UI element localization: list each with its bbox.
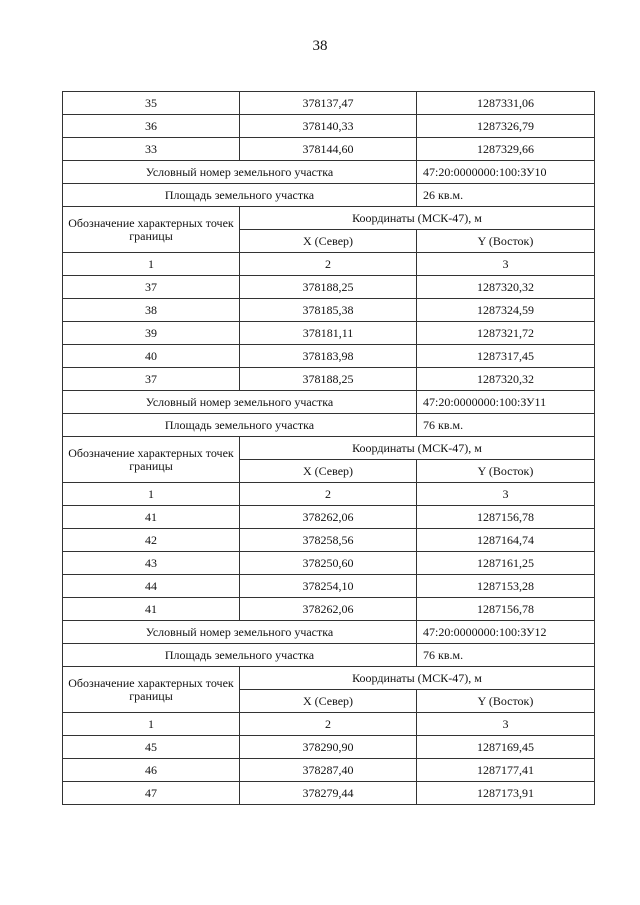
point-id-cell: 36: [63, 115, 240, 138]
y-coordinate-cell: 1287161,25: [417, 552, 595, 575]
point-row: [63, 736, 595, 759]
point-row: [63, 138, 595, 161]
y-coordinate-cell: 1287317,45: [417, 345, 595, 368]
parcel-number-row: [63, 621, 595, 644]
point-row: [63, 276, 595, 299]
x-coordinate-cell: 378290,90: [240, 736, 417, 759]
y-coordinate-cell: 1287320,32: [417, 276, 595, 299]
x-column-header: X (Север): [240, 460, 417, 483]
point-row: [63, 759, 595, 782]
column-index: 1: [63, 713, 240, 736]
parcel-number-value: 47:20:0000000:100:ЗУ11: [417, 391, 595, 414]
point-row: [63, 115, 595, 138]
x-coordinate-cell: 378258,56: [240, 529, 417, 552]
parcel-area-label: Площадь земельного участка: [63, 644, 417, 667]
x-coordinate-cell: 378181,11: [240, 322, 417, 345]
point-id-cell: 43: [63, 552, 240, 575]
y-coordinate-cell: 1287156,78: [417, 506, 595, 529]
y-coordinate-cell: 1287173,91: [417, 782, 595, 805]
column-index: 2: [240, 253, 417, 276]
parcel-number-value: 47:20:0000000:100:ЗУ10: [417, 161, 595, 184]
point-id-cell: 46: [63, 759, 240, 782]
y-coordinate-cell: 1287321,72: [417, 322, 595, 345]
x-coordinate-cell: 378144,60: [240, 138, 417, 161]
table-header-row: [63, 437, 595, 460]
y-coordinate-cell: 1287320,32: [417, 368, 595, 391]
column-index: 3: [417, 483, 595, 506]
column-index: 3: [417, 253, 595, 276]
x-coordinate-cell: 378183,98: [240, 345, 417, 368]
y-coordinate-cell: 1287324,59: [417, 299, 595, 322]
y-coordinate-cell: 1287331,06: [417, 92, 595, 115]
point-row: [63, 322, 595, 345]
coordinates-header: Координаты (МСК-47), м: [240, 437, 595, 460]
point-id-cell: 42: [63, 529, 240, 552]
x-coordinate-cell: 378279,44: [240, 782, 417, 805]
x-coordinate-cell: 378254,10: [240, 575, 417, 598]
point-row: [63, 368, 595, 391]
parcel-number-label: Условный номер земельного участка: [63, 391, 417, 414]
y-coordinate-cell: 1287326,79: [417, 115, 595, 138]
table-header-row: [63, 207, 595, 230]
y-coordinate-cell: 1287177,41: [417, 759, 595, 782]
y-column-header: Y (Восток): [417, 460, 595, 483]
point-id-cell: 38: [63, 299, 240, 322]
x-coordinate-cell: 378250,60: [240, 552, 417, 575]
x-coordinate-cell: 378185,38: [240, 299, 417, 322]
parcel-area-label: Площадь земельного участка: [63, 414, 417, 437]
parcel-area-value: 26 кв.м.: [417, 184, 595, 207]
y-coordinate-cell: 1287153,28: [417, 575, 595, 598]
column-index: 2: [240, 713, 417, 736]
parcel-area-value: 76 кв.м.: [417, 644, 595, 667]
point-id-cell: 41: [63, 506, 240, 529]
coordinates-header: Координаты (МСК-47), м: [240, 207, 595, 230]
x-coordinate-cell: 378188,25: [240, 368, 417, 391]
coordinates-header: Координаты (МСК-47), м: [240, 667, 595, 690]
y-column-header: Y (Восток): [417, 690, 595, 713]
x-coordinate-cell: 378188,25: [240, 276, 417, 299]
column-index-row: [63, 253, 595, 276]
point-row: [63, 782, 595, 805]
x-column-header: X (Север): [240, 230, 417, 253]
point-row: [63, 552, 595, 575]
x-coordinate-cell: 378140,33: [240, 115, 417, 138]
point-id-cell: 37: [63, 276, 240, 299]
x-coordinate-cell: 378262,06: [240, 506, 417, 529]
point-row: [63, 345, 595, 368]
point-row: [63, 506, 595, 529]
point-id-cell: 45: [63, 736, 240, 759]
coordinates-table: [62, 91, 595, 805]
point-id-cell: 37: [63, 368, 240, 391]
point-row: [63, 529, 595, 552]
column-index: 1: [63, 253, 240, 276]
point-id-cell: 39: [63, 322, 240, 345]
x-column-header: X (Север): [240, 690, 417, 713]
x-coordinate-cell: 378137,47: [240, 92, 417, 115]
parcel-area-row: [63, 414, 595, 437]
y-coordinate-cell: 1287329,66: [417, 138, 595, 161]
table-header-row: [63, 667, 595, 690]
point-column-header: Обозначение характерных точек границы: [63, 667, 240, 713]
column-index: 1: [63, 483, 240, 506]
page-number: 38: [312, 38, 328, 54]
point-id-cell: 33: [63, 138, 240, 161]
parcel-number-label: Условный номер земельного участка: [63, 161, 417, 184]
column-index-row: [63, 483, 595, 506]
column-index: 3: [417, 713, 595, 736]
parcel-number-row: [63, 161, 595, 184]
point-id-cell: 41: [63, 598, 240, 621]
y-column-header: Y (Восток): [417, 230, 595, 253]
point-id-cell: 40: [63, 345, 240, 368]
parcel-number-row: [63, 391, 595, 414]
x-coordinate-cell: 378262,06: [240, 598, 417, 621]
y-coordinate-cell: 1287164,74: [417, 529, 595, 552]
y-coordinate-cell: 1287156,78: [417, 598, 595, 621]
parcel-area-row: [63, 644, 595, 667]
column-index: 2: [240, 483, 417, 506]
column-index-row: [63, 713, 595, 736]
parcel-number-value: 47:20:0000000:100:ЗУ12: [417, 621, 595, 644]
point-column-header: Обозначение характерных точек границы: [63, 207, 240, 253]
point-row: [63, 299, 595, 322]
parcel-area-row: [63, 184, 595, 207]
point-id-cell: 47: [63, 782, 240, 805]
x-coordinate-cell: 378287,40: [240, 759, 417, 782]
point-id-cell: 35: [63, 92, 240, 115]
parcel-number-label: Условный номер земельного участка: [63, 621, 417, 644]
point-id-cell: 44: [63, 575, 240, 598]
point-row: [63, 575, 595, 598]
y-coordinate-cell: 1287169,45: [417, 736, 595, 759]
parcel-area-label: Площадь земельного участка: [63, 184, 417, 207]
point-row: [63, 92, 595, 115]
parcel-area-value: 76 кв.м.: [417, 414, 595, 437]
point-column-header: Обозначение характерных точек границы: [63, 437, 240, 483]
point-row: [63, 598, 595, 621]
